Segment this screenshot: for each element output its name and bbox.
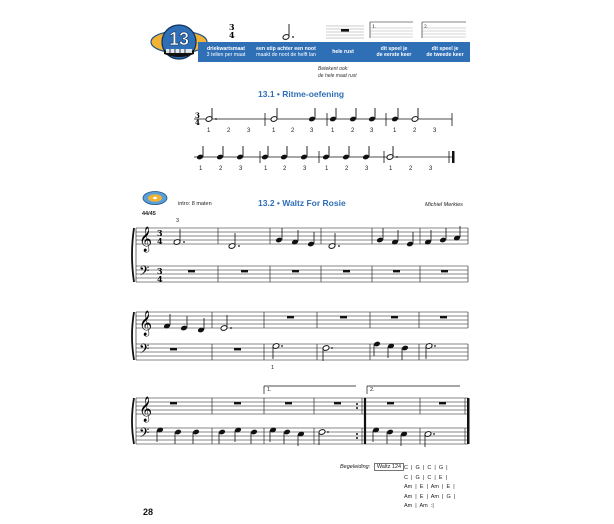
cd-icon (142, 190, 168, 206)
whole-rest-note (318, 66, 357, 80)
counts-row-1 (190, 128, 460, 136)
exercise-1-title: 13.1 • Ritme-oefening (258, 89, 345, 99)
legend-line1: een stip achter een noot (256, 46, 316, 52)
legend-line1: dit speel je (380, 46, 408, 52)
score-system-1 (130, 212, 475, 292)
count: 3 (239, 166, 243, 172)
exercise-2-title: 13.2 • Waltz For Rosie (258, 198, 346, 208)
note-line1: Betekent ook: (318, 66, 349, 72)
chord-row: C | G | C | E | (404, 474, 447, 481)
accompaniment-caption: Begeleiding: (340, 464, 371, 470)
svg-text:𝄞: 𝄞 (139, 397, 153, 422)
count: 3 (310, 128, 314, 134)
count: 1 (331, 128, 335, 134)
composer: Michiel Merkies (425, 202, 463, 208)
svg-text:4: 4 (229, 30, 235, 40)
count: 2 (409, 166, 413, 172)
svg-text:𝄞: 𝄞 (139, 227, 153, 252)
legend-whole-rest (318, 42, 368, 62)
legend-line2: maakt de noot de helft lan (256, 52, 316, 58)
chord-chart (404, 464, 474, 512)
header-legend-bar (198, 42, 470, 62)
lesson-number: 13 (168, 29, 190, 49)
intro-text: intro: 8 maten (178, 201, 212, 207)
count: 2 (227, 128, 231, 134)
accompaniment-style: Waltz 124 (374, 463, 404, 471)
score-system-3 (130, 380, 475, 460)
svg-text:2.: 2. (424, 25, 429, 30)
count: 3 (247, 128, 251, 134)
track-number: 44/45 (142, 211, 156, 217)
svg-text:4: 4 (157, 236, 163, 246)
legend-line2: de eerste keer (376, 52, 412, 58)
chord-row: C | G | C | G | (404, 465, 448, 471)
count: 3 (303, 166, 307, 172)
svg-text:3: 3 (229, 22, 235, 32)
whole-rest-icon (326, 26, 364, 38)
svg-text:𝄞: 𝄞 (139, 311, 153, 336)
legend-line1: hele rust (332, 49, 354, 55)
svg-text:𝄢: 𝄢 (139, 341, 150, 360)
svg-text:3: 3 (157, 228, 163, 238)
count: 2 (219, 166, 223, 172)
count: 3 (370, 128, 374, 134)
svg-text:4: 4 (157, 274, 163, 284)
legend-first-ending (368, 42, 420, 62)
header-symbols (198, 20, 470, 42)
count: 1 (199, 166, 203, 172)
count: 1 (389, 166, 393, 172)
note-line2: de hele maat rust (318, 73, 357, 79)
count: 1 (272, 128, 276, 134)
legend-dotted-note (254, 42, 318, 62)
count: 1 (325, 166, 329, 172)
count: 3 (365, 166, 369, 172)
counts-row-2 (190, 166, 460, 174)
legend-second-ending (420, 42, 470, 62)
legend-time-signature (198, 42, 254, 62)
legend-line1: dit speel je (431, 46, 459, 52)
volta-2-label: 2. (370, 387, 375, 393)
count: 1 (264, 166, 268, 172)
chord-row: Am | Am :| (404, 503, 434, 509)
chord-row: Am | E | Am | E | (404, 484, 455, 490)
finger-number-top: 3 (176, 218, 180, 224)
time-signature-3-4-icon (229, 22, 235, 40)
dotted-half-note-icon (282, 24, 294, 40)
svg-text:1.: 1. (372, 25, 377, 30)
score-system-2 (130, 300, 475, 376)
legend-line2: de tweede keer (426, 52, 464, 58)
first-ending-icon (370, 22, 413, 38)
legend-line1: driekwartsmaat (206, 46, 246, 52)
second-ending-icon (422, 22, 466, 38)
accompaniment-label (340, 464, 404, 470)
count: 2 (291, 128, 295, 134)
svg-text:𝄢: 𝄢 (139, 263, 150, 282)
count: 2 (413, 128, 417, 134)
count: 2 (283, 166, 287, 172)
page-number: 28 (143, 507, 154, 517)
svg-text:3: 3 (157, 266, 163, 276)
svg-text:4: 4 (195, 118, 200, 127)
chord-row: Am | E | Am | G | (404, 493, 456, 500)
svg-text:𝄢: 𝄢 (139, 425, 150, 444)
count: 2 (345, 166, 349, 172)
legend-line2: 3 tellen per maat (206, 52, 246, 58)
volta-1-label: 1. (267, 387, 272, 393)
svg-text:3: 3 (195, 111, 200, 120)
count: 1 (207, 128, 211, 134)
count: 1 (393, 128, 397, 134)
count: 3 (429, 166, 433, 172)
finger-number-bass: 1 (271, 365, 275, 371)
count: 3 (433, 128, 437, 134)
count: 2 (351, 128, 355, 134)
rhythm-staff-row-2 (190, 146, 460, 166)
